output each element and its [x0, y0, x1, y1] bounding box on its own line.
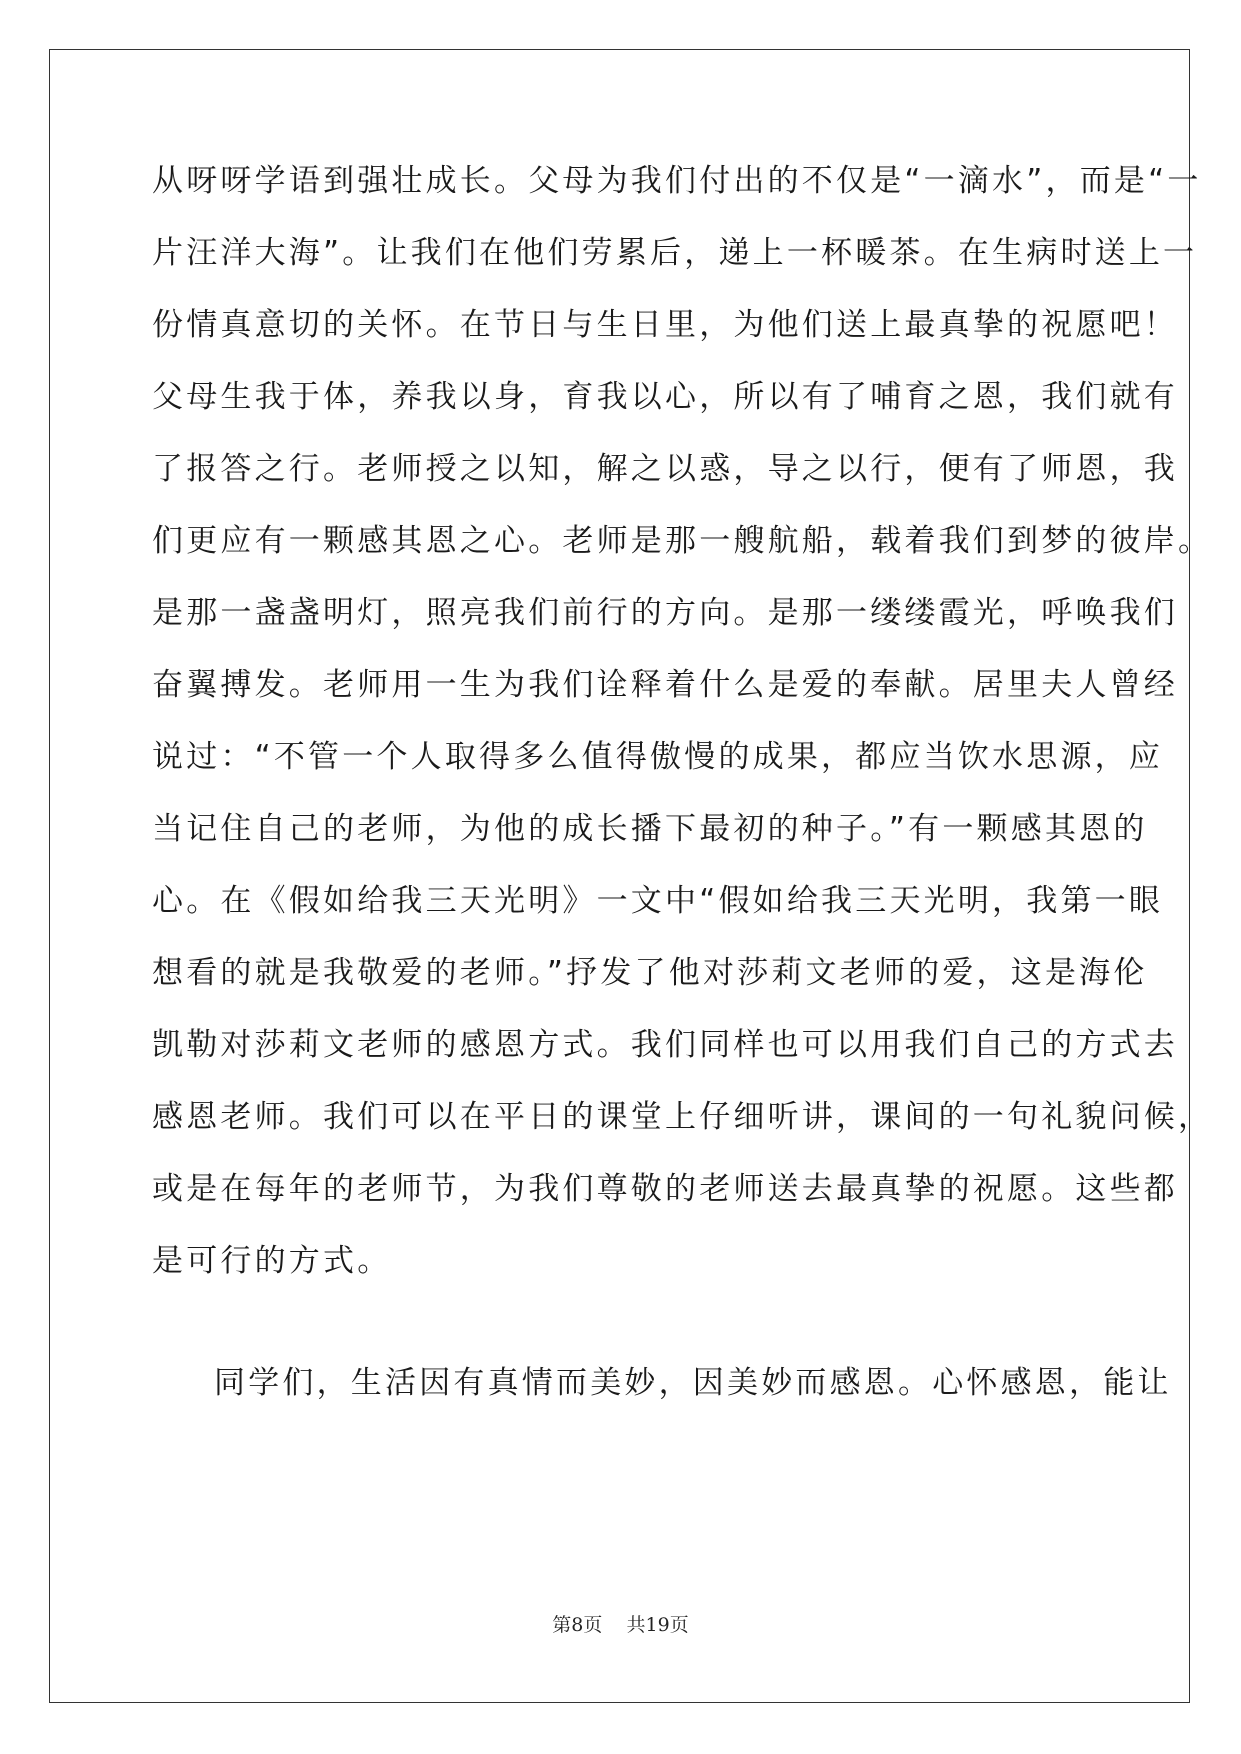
text-line: 奋翼搏发。老师用一生为我们诠释着什么是爱的奉献。居里夫人曾经	[152, 667, 1178, 703]
text-line: 当记住自己的老师，为他的成长播下最初的种子。”有一颗感其恩的	[152, 811, 1148, 847]
text-line: 从呀呀学语到强壮成长。父母为我们付出的不仅是“一滴水”，而是“一	[152, 163, 1202, 199]
text-line: 了报答之行。老师授之以知，解之以惑，导之以行，便有了师恩，我	[152, 451, 1178, 487]
text-line: 说过：“不管一个人取得多么值得傲慢的成果，都应当饮水思源，应	[152, 739, 1164, 775]
text-line: 是可行的方式。	[152, 1243, 392, 1279]
page-number: 第8页	[552, 1614, 603, 1636]
text-line: 凯勒对莎莉文老师的感恩方式。我们同样也可以用我们自己的方式去	[152, 1027, 1178, 1063]
text-line: 想看的就是我敬爱的老师。”抒发了他对莎莉文老师的爱，这是海伦	[152, 955, 1148, 991]
text-line: 们更应有一颗感其恩之心。老师是那一艘航船，载着我们到梦的彼岸。	[152, 523, 1213, 559]
text-line: 心。在《假如给我三天光明》一文中“假如给我三天光明，我第一眼	[152, 883, 1164, 919]
text-line: 或是在每年的老师节，为我们尊敬的老师送去最真挚的祝愿。这些都	[152, 1171, 1178, 1207]
paragraph-first-line: 同学们，生活因有真情而美妙，因美妙而感恩。心怀感恩，能让	[214, 1365, 1172, 1401]
text-line: 片汪洋大海”。让我们在他们劳累后，递上一杯暖茶。在生病时送上一	[152, 235, 1198, 271]
page-border	[49, 49, 1190, 1703]
text-line: 份情真意切的关怀。在节日与生日里，为他们送上最真挚的祝愿吧！	[152, 307, 1178, 343]
text-line: 父母生我于体，养我以身，育我以心，所以有了哺育之恩，我们就有	[152, 379, 1178, 415]
text-line: 是那一盏盏明灯，照亮我们前行的方向。是那一缕缕霞光，呼唤我们	[152, 595, 1178, 631]
text-line: 感恩老师。我们可以在平日的课堂上仔细听讲，课间的一句礼貌问候，	[152, 1099, 1213, 1135]
page-footer	[0, 1610, 1241, 1637]
footer-separator	[602, 1614, 626, 1636]
page-total: 共19页	[626, 1614, 689, 1636]
